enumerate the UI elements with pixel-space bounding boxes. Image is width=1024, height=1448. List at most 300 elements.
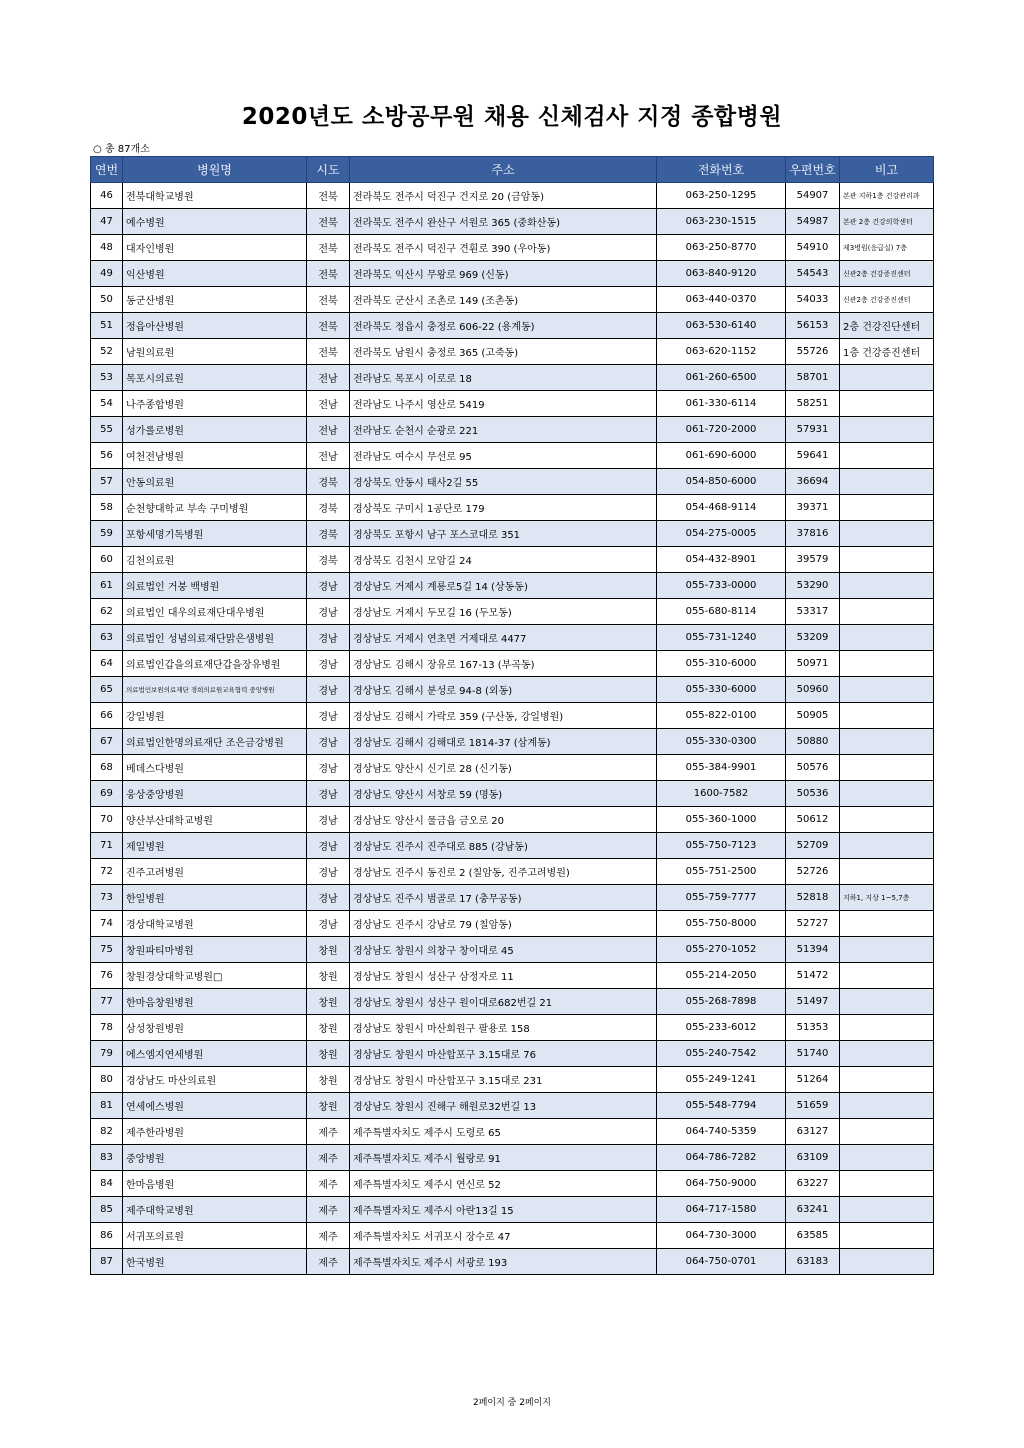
cell-zip: 37816 xyxy=(786,521,840,547)
cell-note xyxy=(840,677,934,703)
cell-no: 61 xyxy=(91,573,123,599)
cell-region: 제주 xyxy=(307,1145,350,1171)
table-row xyxy=(91,989,934,1015)
cell-region: 전북 xyxy=(307,183,350,209)
cell-note xyxy=(840,469,934,495)
cell-hospital: 에스엠지연세병원 xyxy=(123,1041,307,1067)
table-row xyxy=(91,885,934,911)
cell-no: 63 xyxy=(91,625,123,651)
cell-region: 창원 xyxy=(307,963,350,989)
cell-hospital: 나주종합병원 xyxy=(123,391,307,417)
cell-address: 경상남도 거제시 계룡로5길 14 (상동동) xyxy=(350,573,657,599)
cell-zip: 54987 xyxy=(786,209,840,235)
cell-zip: 63227 xyxy=(786,1171,840,1197)
table-row xyxy=(91,521,934,547)
cell-zip: 51740 xyxy=(786,1041,840,1067)
cell-note: 2층 건강진단센터 xyxy=(840,313,934,339)
cell-region: 창원 xyxy=(307,937,350,963)
table-row xyxy=(91,1067,934,1093)
cell-hospital: 안동의료원 xyxy=(123,469,307,495)
table-row xyxy=(91,937,934,963)
cell-phone: 064-740-5359 xyxy=(657,1119,786,1145)
cell-address: 경상남도 창원시 성산구 원이대로682번길 21 xyxy=(350,989,657,1015)
cell-zip: 63585 xyxy=(786,1223,840,1249)
header-hospital: 병원명 xyxy=(123,157,307,183)
table-row xyxy=(91,469,934,495)
cell-phone: 063-840-9120 xyxy=(657,261,786,287)
cell-hospital: 전북대학교병원 xyxy=(123,183,307,209)
cell-no: 62 xyxy=(91,599,123,625)
cell-phone: 055-384-9901 xyxy=(657,755,786,781)
table-row xyxy=(91,651,934,677)
cell-no: 46 xyxy=(91,183,123,209)
cell-address: 경상남도 양산시 물금읍 금오로 20 xyxy=(350,807,657,833)
cell-address: 경상남도 창원시 의창구 창이대로 45 xyxy=(350,937,657,963)
cell-address: 제주특별자치도 제주시 월랑로 91 xyxy=(350,1145,657,1171)
cell-zip: 52818 xyxy=(786,885,840,911)
cell-no: 81 xyxy=(91,1093,123,1119)
cell-note xyxy=(840,1249,934,1275)
cell-zip: 55726 xyxy=(786,339,840,365)
cell-phone: 064-750-9000 xyxy=(657,1171,786,1197)
cell-zip: 51353 xyxy=(786,1015,840,1041)
cell-phone: 055-751-2500 xyxy=(657,859,786,885)
cell-zip: 56153 xyxy=(786,313,840,339)
cell-phone: 1600-7582 xyxy=(657,781,786,807)
cell-phone: 055-240-7542 xyxy=(657,1041,786,1067)
cell-address: 전라북도 정읍시 충정로 606-22 (용계동) xyxy=(350,313,657,339)
cell-note xyxy=(840,1015,934,1041)
cell-phone: 055-249-1241 xyxy=(657,1067,786,1093)
cell-no: 55 xyxy=(91,417,123,443)
cell-hospital: 의료법인 대우의료재단대우병원 xyxy=(123,599,307,625)
cell-zip: 52709 xyxy=(786,833,840,859)
cell-note xyxy=(840,365,934,391)
cell-zip: 57931 xyxy=(786,417,840,443)
table-row xyxy=(91,833,934,859)
cell-no: 50 xyxy=(91,287,123,313)
cell-address: 경상남도 진주시 진주대로 885 (강남동) xyxy=(350,833,657,859)
cell-region: 경남 xyxy=(307,651,350,677)
cell-note xyxy=(840,755,934,781)
cell-no: 84 xyxy=(91,1171,123,1197)
cell-note xyxy=(840,1093,934,1119)
cell-phone: 055-548-7794 xyxy=(657,1093,786,1119)
cell-zip: 52726 xyxy=(786,859,840,885)
cell-note xyxy=(840,911,934,937)
cell-no: 48 xyxy=(91,235,123,261)
cell-no: 86 xyxy=(91,1223,123,1249)
cell-address: 경상남도 거제시 연초면 거제대로 4477 xyxy=(350,625,657,651)
table-row xyxy=(91,1015,934,1041)
cell-zip: 63183 xyxy=(786,1249,840,1275)
cell-phone: 055-270-1052 xyxy=(657,937,786,963)
cell-address: 전라북도 군산시 조촌로 149 (조촌동) xyxy=(350,287,657,313)
cell-phone: 055-330-6000 xyxy=(657,677,786,703)
cell-note xyxy=(840,547,934,573)
table-row xyxy=(91,261,934,287)
cell-hospital: 한마음창원병원 xyxy=(123,989,307,1015)
cell-note xyxy=(840,937,934,963)
cell-note xyxy=(840,833,934,859)
cell-hospital: 순천향대학교 부속 구미병원 xyxy=(123,495,307,521)
table-row xyxy=(91,1171,934,1197)
cell-note xyxy=(840,1145,934,1171)
cell-hospital: 의료법인 성념의료재단맑은샘병원 xyxy=(123,625,307,651)
cell-hospital: 제일병원 xyxy=(123,833,307,859)
cell-region: 경남 xyxy=(307,911,350,937)
cell-zip: 53209 xyxy=(786,625,840,651)
header-no: 연번 xyxy=(91,157,123,183)
header-region: 시도 xyxy=(307,157,350,183)
cell-region: 창원 xyxy=(307,1093,350,1119)
cell-address: 경상남도 김해시 김해대로 1814-37 (삼계동) xyxy=(350,729,657,755)
cell-zip: 39579 xyxy=(786,547,840,573)
cell-no: 80 xyxy=(91,1067,123,1093)
table-row xyxy=(91,625,934,651)
cell-hospital: 여천전남병원 xyxy=(123,443,307,469)
cell-no: 72 xyxy=(91,859,123,885)
cell-address: 전라남도 순천시 순광로 221 xyxy=(350,417,657,443)
cell-hospital: 서귀포의료원 xyxy=(123,1223,307,1249)
cell-region: 전북 xyxy=(307,235,350,261)
cell-phone: 063-620-1152 xyxy=(657,339,786,365)
cell-hospital: 제주대학교병원 xyxy=(123,1197,307,1223)
cell-phone: 063-530-6140 xyxy=(657,313,786,339)
page-title: 2020년도 소방공무원 채용 신체검사 지정 종합병원 xyxy=(241,104,783,130)
cell-region: 창원 xyxy=(307,1015,350,1041)
cell-region: 제주 xyxy=(307,1197,350,1223)
cell-zip: 53290 xyxy=(786,573,840,599)
cell-region: 제주 xyxy=(307,1249,350,1275)
table-row xyxy=(91,703,934,729)
cell-phone: 054-432-8901 xyxy=(657,547,786,573)
cell-phone: 055-750-8000 xyxy=(657,911,786,937)
cell-zip: 50612 xyxy=(786,807,840,833)
cell-phone: 061-260-6500 xyxy=(657,365,786,391)
cell-hospital: 창원파티마병원 xyxy=(123,937,307,963)
cell-phone: 063-440-0370 xyxy=(657,287,786,313)
table-row xyxy=(91,547,934,573)
cell-no: 53 xyxy=(91,365,123,391)
cell-region: 경남 xyxy=(307,755,350,781)
cell-phone: 055-822-0100 xyxy=(657,703,786,729)
cell-no: 67 xyxy=(91,729,123,755)
cell-no: 52 xyxy=(91,339,123,365)
cell-phone: 055-731-1240 xyxy=(657,625,786,651)
cell-note xyxy=(840,651,934,677)
cell-zip: 50576 xyxy=(786,755,840,781)
cell-phone: 063-230-1515 xyxy=(657,209,786,235)
cell-region: 경남 xyxy=(307,859,350,885)
cell-no: 73 xyxy=(91,885,123,911)
cell-no: 51 xyxy=(91,313,123,339)
cell-zip: 51472 xyxy=(786,963,840,989)
cell-region: 경북 xyxy=(307,469,350,495)
table-row xyxy=(91,391,934,417)
cell-note xyxy=(840,1067,934,1093)
cell-address: 경상남도 양산시 신기로 28 (신기동) xyxy=(350,755,657,781)
cell-no: 74 xyxy=(91,911,123,937)
cell-no: 64 xyxy=(91,651,123,677)
cell-address: 제주특별자치도 제주시 연신로 52 xyxy=(350,1171,657,1197)
cell-no: 54 xyxy=(91,391,123,417)
cell-no: 75 xyxy=(91,937,123,963)
table-row xyxy=(91,859,934,885)
cell-note xyxy=(840,989,934,1015)
cell-note xyxy=(840,729,934,755)
cell-hospital: 경상대학교병원 xyxy=(123,911,307,937)
cell-address: 경상남도 창원시 진해구 해원로32번길 13 xyxy=(350,1093,657,1119)
cell-no: 78 xyxy=(91,1015,123,1041)
cell-zip: 50960 xyxy=(786,677,840,703)
cell-hospital: 한일병원 xyxy=(123,885,307,911)
table-row xyxy=(91,443,934,469)
cell-region: 경남 xyxy=(307,573,350,599)
cell-phone: 055-268-7898 xyxy=(657,989,786,1015)
cell-no: 83 xyxy=(91,1145,123,1171)
cell-phone: 061-330-6114 xyxy=(657,391,786,417)
cell-hospital: 의료법인 거붕 백병원 xyxy=(123,573,307,599)
cell-region: 전북 xyxy=(307,261,350,287)
cell-region: 창원 xyxy=(307,1041,350,1067)
cell-address: 경상북도 김천시 모암길 24 xyxy=(350,547,657,573)
cell-no: 82 xyxy=(91,1119,123,1145)
cell-region: 창원 xyxy=(307,989,350,1015)
table-row xyxy=(91,1249,934,1275)
cell-phone: 063-250-1295 xyxy=(657,183,786,209)
cell-no: 69 xyxy=(91,781,123,807)
cell-hospital: 한국병원 xyxy=(123,1249,307,1275)
table-header-row xyxy=(91,157,934,183)
cell-address: 전라남도 여수시 무선로 95 xyxy=(350,443,657,469)
cell-zip: 58251 xyxy=(786,391,840,417)
cell-region: 전남 xyxy=(307,391,350,417)
cell-region: 경남 xyxy=(307,833,350,859)
cell-zip: 54033 xyxy=(786,287,840,313)
cell-address: 경상남도 김해시 분성로 94-8 (외동) xyxy=(350,677,657,703)
cell-note: 본관 2층 건강의학센터 xyxy=(840,209,934,235)
cell-region: 경남 xyxy=(307,599,350,625)
cell-note: 1층 건강증진센터 xyxy=(840,339,934,365)
cell-region: 제주 xyxy=(307,1171,350,1197)
cell-zip: 50905 xyxy=(786,703,840,729)
cell-phone: 064-786-7282 xyxy=(657,1145,786,1171)
table-row xyxy=(91,599,934,625)
table-row xyxy=(91,183,934,209)
table-row xyxy=(91,1041,934,1067)
cell-hospital: 의료법인갑을의료재단갑을장유병원 xyxy=(123,651,307,677)
cell-no: 70 xyxy=(91,807,123,833)
cell-region: 제주 xyxy=(307,1223,350,1249)
table-row xyxy=(91,1093,934,1119)
table-row xyxy=(91,963,934,989)
cell-region: 전북 xyxy=(307,339,350,365)
cell-no: 68 xyxy=(91,755,123,781)
cell-note xyxy=(840,1223,934,1249)
table-row xyxy=(91,235,934,261)
table-row xyxy=(91,781,934,807)
cell-region: 전남 xyxy=(307,443,350,469)
cell-address: 제주특별자치도 서귀포시 장수로 47 xyxy=(350,1223,657,1249)
cell-region: 경남 xyxy=(307,781,350,807)
cell-note xyxy=(840,495,934,521)
cell-phone: 064-750-0701 xyxy=(657,1249,786,1275)
cell-phone: 055-680-8114 xyxy=(657,599,786,625)
cell-phone: 055-330-0300 xyxy=(657,729,786,755)
cell-hospital: 의료법인보원의료재단 경희의료원교육협력 중앙병원 xyxy=(123,677,307,703)
cell-note: 본관 지하1층 건강관리과 xyxy=(840,183,934,209)
table-row xyxy=(91,755,934,781)
cell-hospital: 정읍아산병원 xyxy=(123,313,307,339)
cell-note xyxy=(840,703,934,729)
table-row xyxy=(91,1223,934,1249)
cell-zip: 51659 xyxy=(786,1093,840,1119)
cell-address: 전라남도 목포시 이로로 18 xyxy=(350,365,657,391)
cell-hospital: 대자인병원 xyxy=(123,235,307,261)
cell-phone: 061-690-6000 xyxy=(657,443,786,469)
cell-phone: 055-750-7123 xyxy=(657,833,786,859)
cell-zip: 36694 xyxy=(786,469,840,495)
table-row xyxy=(91,417,934,443)
cell-region: 경북 xyxy=(307,521,350,547)
cell-phone: 055-759-7777 xyxy=(657,885,786,911)
cell-hospital: 한마음병원 xyxy=(123,1171,307,1197)
cell-note xyxy=(840,963,934,989)
cell-hospital: 베데스다병원 xyxy=(123,755,307,781)
cell-region: 전북 xyxy=(307,313,350,339)
cell-address: 경상북도 구미시 1공단로 179 xyxy=(350,495,657,521)
header-zip: 우편번호 xyxy=(786,157,840,183)
cell-hospital: 김천의료원 xyxy=(123,547,307,573)
cell-region: 경북 xyxy=(307,495,350,521)
table-row xyxy=(91,807,934,833)
cell-phone: 055-310-6000 xyxy=(657,651,786,677)
cell-address: 경상남도 진주시 동진로 2 (칠암동, 진주고려병원) xyxy=(350,859,657,885)
cell-zip: 50880 xyxy=(786,729,840,755)
cell-zip: 54543 xyxy=(786,261,840,287)
cell-hospital: 제주한라병원 xyxy=(123,1119,307,1145)
table-row xyxy=(91,495,934,521)
table-row xyxy=(91,209,934,235)
cell-hospital: 경상남도 마산의료원 xyxy=(123,1067,307,1093)
cell-note xyxy=(840,1171,934,1197)
table-row xyxy=(91,573,934,599)
cell-no: 47 xyxy=(91,209,123,235)
cell-zip: 59641 xyxy=(786,443,840,469)
cell-phone: 055-733-0000 xyxy=(657,573,786,599)
table-row xyxy=(91,365,934,391)
cell-phone: 055-233-6012 xyxy=(657,1015,786,1041)
cell-address: 전라북도 익산시 무왕로 969 (신동) xyxy=(350,261,657,287)
cell-note: 제3병원(응급실) 7층 xyxy=(840,235,934,261)
table-row xyxy=(91,339,934,365)
cell-address: 경상남도 양산시 서창로 59 (명동) xyxy=(350,781,657,807)
cell-region: 제주 xyxy=(307,1119,350,1145)
cell-address: 제주특별자치도 제주시 서광로 193 xyxy=(350,1249,657,1275)
cell-region: 창원 xyxy=(307,1067,350,1093)
cell-note xyxy=(840,1041,934,1067)
cell-phone: 054-275-0005 xyxy=(657,521,786,547)
cell-note: 지하1, 지상 1~5,7층 xyxy=(840,885,934,911)
cell-zip: 63241 xyxy=(786,1197,840,1223)
cell-address: 전라북도 전주시 완산구 서원로 365 (중화산동) xyxy=(350,209,657,235)
cell-no: 59 xyxy=(91,521,123,547)
cell-note xyxy=(840,599,934,625)
cell-address: 경상남도 진주시 범골로 17 (충무공동) xyxy=(350,885,657,911)
cell-zip: 58701 xyxy=(786,365,840,391)
cell-zip: 54910 xyxy=(786,235,840,261)
table-row xyxy=(91,1197,934,1223)
cell-zip: 51264 xyxy=(786,1067,840,1093)
cell-no: 60 xyxy=(91,547,123,573)
cell-hospital: 동군산병원 xyxy=(123,287,307,313)
page-footer: 2페이지 중 2페이지 xyxy=(472,1398,552,1408)
hospital-table xyxy=(90,156,934,1275)
cell-address: 경상남도 창원시 마산회원구 팔용로 158 xyxy=(350,1015,657,1041)
table-row xyxy=(91,911,934,937)
cell-hospital: 포항세명기독병원 xyxy=(123,521,307,547)
table-row xyxy=(91,313,934,339)
cell-address: 전라북도 전주시 덕진구 건지로 20 (금암동) xyxy=(350,183,657,209)
cell-region: 경남 xyxy=(307,703,350,729)
header-address: 주소 xyxy=(350,157,657,183)
cell-note: 신관2층 건강증진센터 xyxy=(840,261,934,287)
cell-hospital: 진주고려병원 xyxy=(123,859,307,885)
cell-phone: 064-717-1580 xyxy=(657,1197,786,1223)
cell-address: 경상남도 창원시 마산합포구 3.15대로 231 xyxy=(350,1067,657,1093)
cell-zip: 52727 xyxy=(786,911,840,937)
cell-no: 79 xyxy=(91,1041,123,1067)
cell-zip: 63109 xyxy=(786,1145,840,1171)
cell-address: 경상남도 김해시 가락로 359 (구산동, 강일병원) xyxy=(350,703,657,729)
cell-no: 71 xyxy=(91,833,123,859)
cell-region: 경남 xyxy=(307,677,350,703)
cell-note xyxy=(840,443,934,469)
cell-zip: 39371 xyxy=(786,495,840,521)
cell-zip: 50971 xyxy=(786,651,840,677)
cell-phone: 064-730-3000 xyxy=(657,1223,786,1249)
cell-note xyxy=(840,521,934,547)
cell-region: 경남 xyxy=(307,885,350,911)
cell-zip: 63127 xyxy=(786,1119,840,1145)
cell-address: 제주특별자치도 제주시 도령로 65 xyxy=(350,1119,657,1145)
cell-address: 경상남도 진주시 강남로 79 (칠암동) xyxy=(350,911,657,937)
cell-zip: 51394 xyxy=(786,937,840,963)
table-row xyxy=(91,677,934,703)
cell-zip: 50536 xyxy=(786,781,840,807)
cell-note xyxy=(840,625,934,651)
cell-region: 경남 xyxy=(307,625,350,651)
cell-address: 경상북도 안동시 태사2길 55 xyxy=(350,469,657,495)
cell-phone: 055-214-2050 xyxy=(657,963,786,989)
total-count: ○ 총 87개소 xyxy=(93,144,150,155)
cell-region: 전북 xyxy=(307,287,350,313)
cell-no: 56 xyxy=(91,443,123,469)
cell-zip: 53317 xyxy=(786,599,840,625)
cell-note xyxy=(840,1119,934,1145)
cell-region: 전남 xyxy=(307,365,350,391)
cell-no: 66 xyxy=(91,703,123,729)
cell-hospital: 중앙병원 xyxy=(123,1145,307,1171)
cell-hospital: 양산부산대학교병원 xyxy=(123,807,307,833)
cell-no: 76 xyxy=(91,963,123,989)
cell-hospital: 연세에스병원 xyxy=(123,1093,307,1119)
cell-no: 57 xyxy=(91,469,123,495)
cell-address: 제주특별자치도 제주시 아란13길 15 xyxy=(350,1197,657,1223)
cell-note xyxy=(840,573,934,599)
cell-no: 49 xyxy=(91,261,123,287)
